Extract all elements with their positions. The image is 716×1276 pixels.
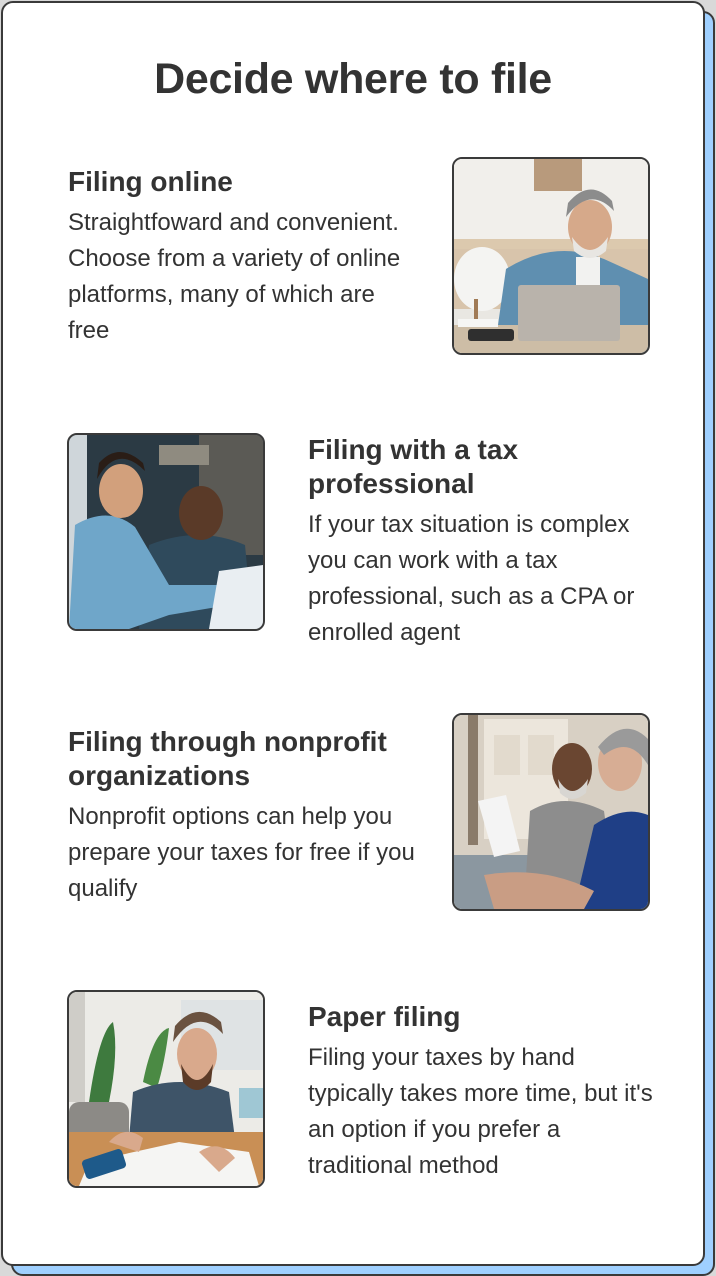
section-body: Filing your taxes by hand typically takes more time, but it's an option if you prefer a traditional method [308, 1044, 653, 1179]
photo-man-with-paperwork [67, 990, 265, 1188]
photo-couple-reviewing-documents [452, 713, 650, 911]
section-text [68, 165, 418, 349]
section-body: Straightfoward and convenient. Choose from a variety of online platforms, many of which are free [68, 209, 401, 344]
section-text [308, 433, 658, 651]
photo-two-men-at-laptop [67, 433, 265, 631]
photo-man-with-laptop [452, 157, 650, 355]
section-body: If your tax situation is complex you can work with a tax professional, such as a CPA or enrolled agent [308, 511, 635, 646]
section-text [68, 725, 418, 907]
info-card [1, 1, 705, 1266]
section-heading: Filing online [68, 166, 233, 197]
section-heading: Paper filing [308, 1001, 461, 1032]
section-body: Nonprofit options can help you prepare your taxes for free if you qualify [68, 803, 415, 902]
section-heading: Filing through nonprofit organizations [68, 726, 387, 791]
section-heading: Filing with a tax professional [308, 434, 519, 499]
page-title: Decide where to file [154, 55, 552, 103]
section-text [308, 1000, 658, 1184]
